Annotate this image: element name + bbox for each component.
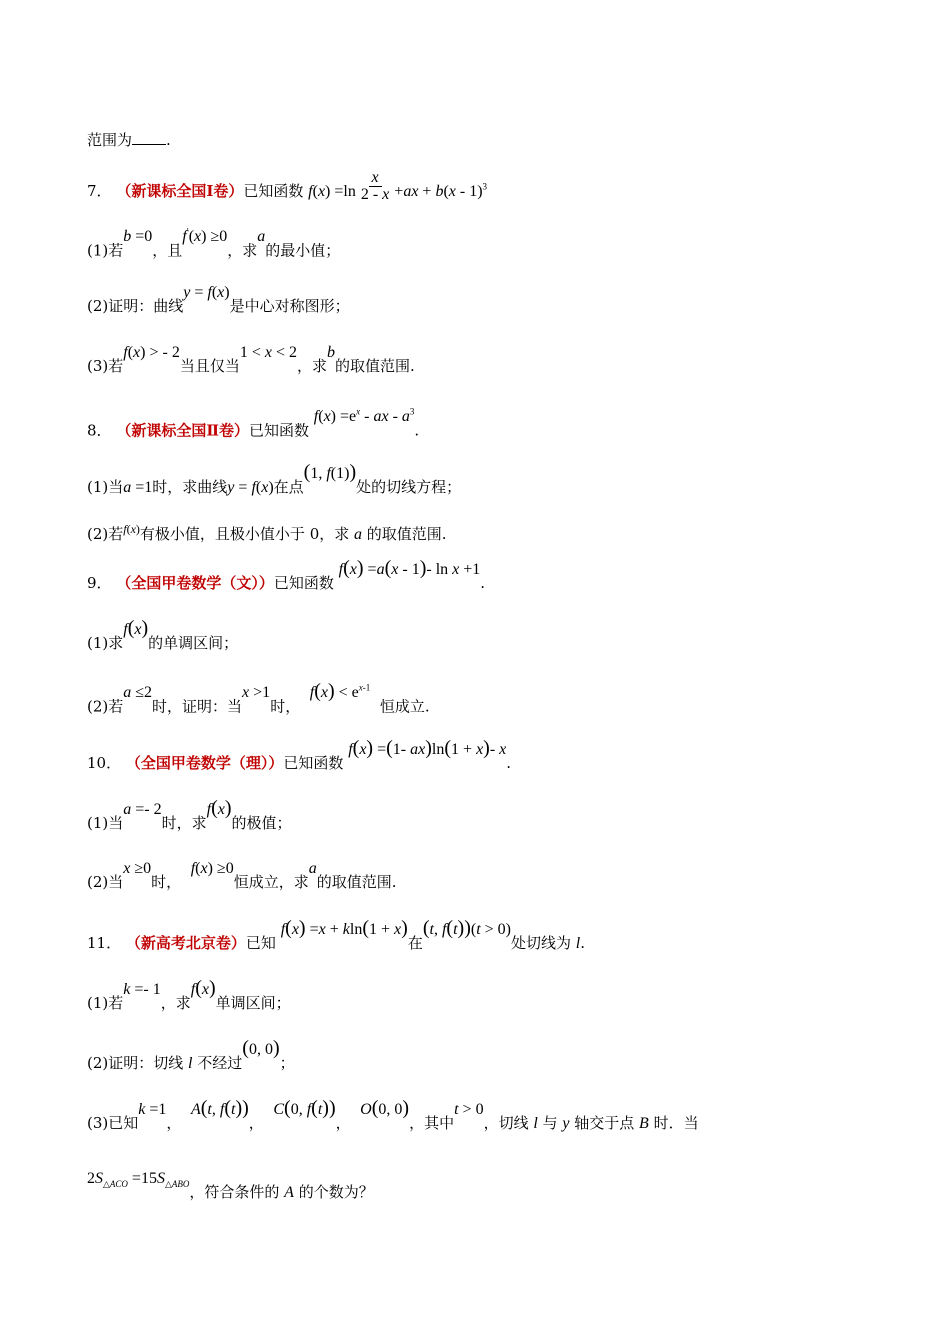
q11-stem: 11． （新高考北京卷）已知 f(x) =x + kln(1 + x)在(t, f(t))(t > 0)处切线为 l.: [87, 917, 586, 952]
q11-part4: $2S_{\triangle ACO} =15S_{\triangle ABO}$，符合条件的 A 的个数为？: [87, 1170, 374, 1201]
q9-function: f(x) =a(x - 1)- ln x +1: [338, 557, 481, 579]
intro-line: 范围为 .: [87, 131, 171, 149]
area-equation: $2S_{\triangle ACO} =15S_{\triangle ABO}$: [87, 1170, 190, 1189]
q10-part1: (1)当a =- 2时，求f(x)的极值；: [87, 797, 292, 832]
q11-part2: (2)证明：切线 l 不经过(0, 0)；: [87, 1037, 295, 1072]
q11-part1: (1)若k =- 1，求f(x)单调区间；: [87, 977, 291, 1012]
q8-part1: (1)当a =1时，求曲线y = f(x)在点(1, f(1))处的切线方程；: [87, 461, 462, 496]
q10-source: （全国甲卷数学（理））: [125, 754, 284, 772]
q9-stem: 9． （全国甲卷数学（文））已知函数 f(x) =a(x - 1)- ln x +1.: [87, 557, 486, 592]
q11-function: f(x) =x + kln(1 + x): [280, 917, 408, 939]
q9-part1: (1)求f(x)的单调区间；: [87, 617, 239, 652]
q11-point: (t, f(t))(t > 0): [422, 917, 512, 939]
q7-function: f(x) =ln $\frac{x}{2 - x}$ +ax + b(x - 1)$^3$: [308, 169, 488, 203]
q8-function: $f(x) =e^x$ - ax - $a^3$: [313, 407, 415, 426]
q9-part2: (2)若a ≤2时，证明：当x >1时， $f(x) < e^{x-1}$ 恒成立.: [87, 680, 430, 716]
q7-stem: 7． （新课标全国Ⅰ卷）已知函数 f(x) =ln $\frac{x}{2 - x}$ +ax + b(x - 1)$^3$: [87, 169, 488, 203]
q8-part2: (2)若$^{f(x)}$有极小值，且极小值小于 0，求 a 的取值范围.: [87, 522, 447, 543]
answer-blank: [132, 130, 166, 145]
q11-part3: (3)已知k =1， A(t, f(t))， C(0, f(t))， O(0, 0)，其中t > 0，切线 l 与 y 轴交于点 B 时．当: [87, 1097, 699, 1132]
q7-source: （新课标全国Ⅰ卷）: [116, 182, 244, 201]
q8-source: （新课标全国Ⅱ卷）: [116, 421, 249, 440]
q10-function: f(x) =(1- ax)ln(1 + x)- x: [348, 737, 507, 759]
q8-stem: 8． （新课标全国Ⅱ卷）已知函数 $f(x) =e^x$ - ax - $a^3$.: [87, 407, 420, 440]
q9-source: （全国甲卷数学（文））: [116, 574, 274, 592]
q10-part2: (2)当x ≥0时， f(x) ≥0恒成立，求a的取值范围.: [87, 860, 397, 891]
q10-stem: 10． （全国甲卷数学（理））已知函数 f(x) =(1- ax)ln(1 + x)- x.: [87, 737, 512, 772]
q7-part1: (1)若b =0，且f′(x) ≥0，求a的最小值；: [87, 227, 341, 260]
q7-part2: (2)证明：曲线y = f(x)是中心对称图形；: [87, 284, 350, 315]
q7-part3: (3)若f(x) > - 2当且仅当1 < x < 2，求b的取值范围.: [87, 344, 415, 375]
q11-source: （新高考北京卷）: [125, 934, 246, 952]
